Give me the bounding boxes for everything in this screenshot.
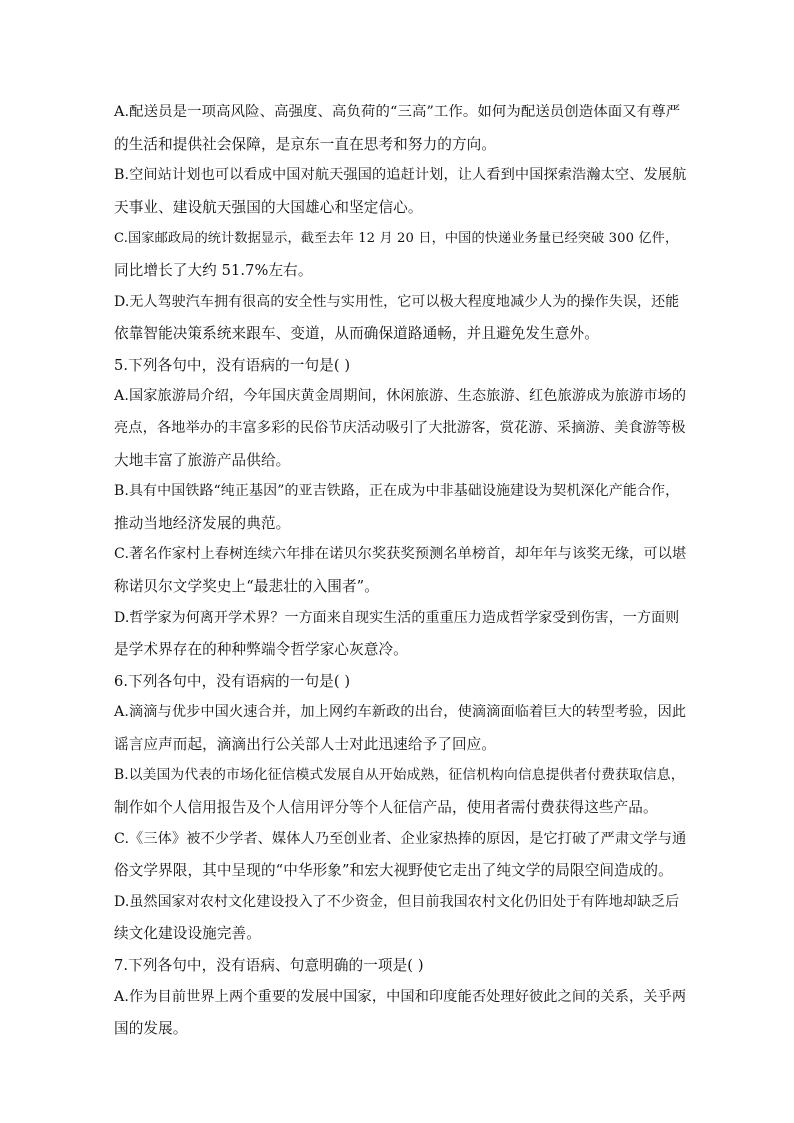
text-line: D.哲学家为何离开学术界？一方面来自现实生活的重重压力造成哲学家受到伤害，一方面则 xyxy=(114,609,680,626)
text-line: C.著名作家村上春树连续六年排在诺贝尔奖获奖预测名单榜首，却年年与该奖无缘，可以堪 xyxy=(114,546,687,563)
text-line: C.《三体》被不少学者、媒体人乃至创业者、企业家热捧的原因，是它打破了严肃文学与通 xyxy=(114,830,687,847)
document-body xyxy=(114,97,686,1045)
text-line: A.滴滴与优步中国火速合并，加上网约车新政的出台，使滴滴面临着巨大的转型考验，因此 xyxy=(114,704,687,721)
text-line: 的生活和提供社会保障，是京东一直在思考和努力的方向。 xyxy=(114,135,497,153)
question-heading: 6.下列各句中，没有语病的一句是( ) xyxy=(114,672,351,690)
text-line: 天事业、建设航天强国的大国雄心和坚定信心。 xyxy=(114,198,423,216)
text-line: B.具有中国铁路“纯正基因”的亚吉铁路，正在成为中非基础设施建设为契机深化产能合作， xyxy=(114,483,680,500)
text-line: 谣言应声而起，滴滴出行公关部人士对此迅速给予了回应。 xyxy=(114,735,497,753)
text-line: 称诺贝尔文学奖史上“最悲壮的入围者”。 xyxy=(114,577,379,595)
text-line: C.国家邮政局的统计数据显示，截至去年 12 月 20 日，中国的快递业务量已经突破 300 亿件， xyxy=(114,231,679,247)
text-line: 亮点，各地举办的丰富多彩的民俗节庆活动吸引了大批游客，赏花游、采摘游、美食游等极 xyxy=(114,419,686,436)
text-line: A.作为目前世界上两个重要的发展中国家，中国和印度能否处理好彼此之间的关系，关乎两 xyxy=(114,988,687,1005)
text-line: 依靠智能决策系统来跟车、变道，从而确保道路通畅，并且避免发生意外。 xyxy=(114,325,599,343)
text-line: D.无人驾驶汽车拥有很高的安全性与实用性，它可以极大程度地减少人为的操作失误，还能 xyxy=(114,293,680,310)
text-line: 续文化建设设施完善。 xyxy=(114,925,261,943)
text-line: 推动当地经济发展的典范。 xyxy=(114,514,291,532)
text-line: D.虽然国家对农村文化建设投入了不少资金，但目前我国农村文化仍旧处于有阵地却缺乏后 xyxy=(114,893,680,910)
text-line: 国的发展。 xyxy=(114,1020,188,1038)
text-line: 俗文学界限，其中呈现的“中华形象”和宏大视野使它走出了纯文学的局限空间造成的。 xyxy=(114,862,673,880)
question-heading: 7.下列各句中，没有语病、句意明确的一项是( ) xyxy=(114,957,424,975)
text-line: A.配送员是一项高风险、高强度、高负荷的“三高”工作。如何为配送员创造体面又有尊严 xyxy=(114,104,681,120)
text-line: A.国家旅游局介绍，今年国庆黄金周期间，休闲旅游、生态旅游、红色旅游成为旅游市场的 xyxy=(114,388,687,405)
question-heading: 5.下列各句中，没有语病的一句是( ) xyxy=(114,356,351,374)
text-line: 大地丰富了旅游产品供给。 xyxy=(114,451,291,469)
text-line: 同比增长了大约 51.7%左右。 xyxy=(114,261,313,279)
text-line: B.空间站计划也可以看成中国对航天强国的追赶计划，让人看到中国探索浩瀚太空、发展航 xyxy=(114,167,687,184)
text-line: 是学术界存在的种种弊端令哲学家心灰意冷。 xyxy=(114,641,408,659)
text-line: 制作如个人信用报告及个人信用评分等个人征信产品，使用者需付费获得这些产品。 xyxy=(114,799,658,817)
text-line: B.以美国为代表的市场化征信模式发展自从开始成熟，征信机构向信息提供者付费获取信息， xyxy=(114,767,685,784)
